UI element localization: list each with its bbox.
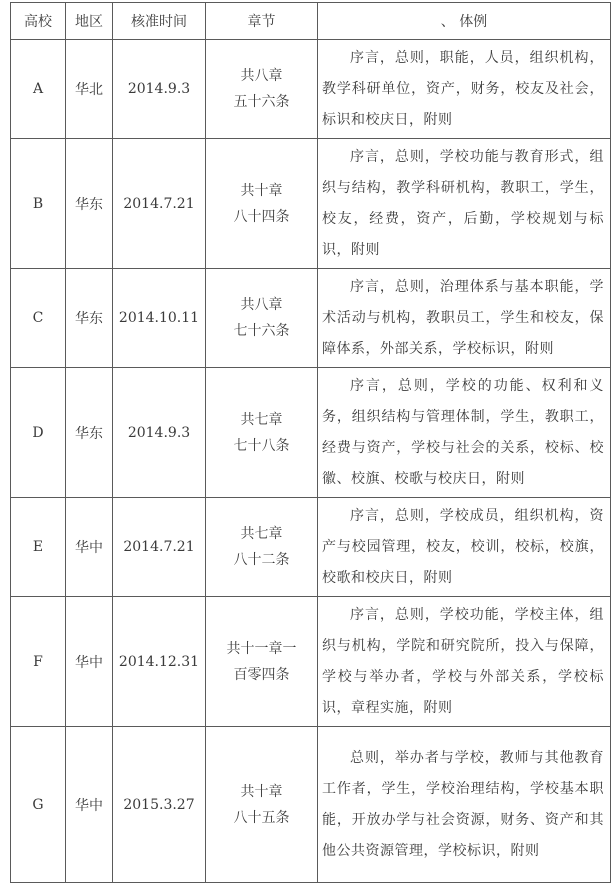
- cell-school: A: [11, 40, 66, 139]
- header-school: 高校: [11, 3, 66, 40]
- cell-chapters: [206, 727, 318, 883]
- cell-school: G: [11, 727, 66, 883]
- cell-structure: 总则，举办者与学校，教师与其他教育工作者，学生，学校治理结构，学校基本职能，开放办学与社会资源，财务、资产和其他公共资源管理，学校标识，附则: [318, 727, 611, 883]
- table-row: [11, 368, 611, 498]
- chapters-line1: 共十一章一: [226, 640, 297, 657]
- cell-structure: 序言，总则，治理体系与基本职能，学术活动与机构，教职员工，学生和校友，保障体系，外部关系，学校标识，附则: [318, 269, 611, 368]
- cell-region: 华北: [66, 40, 113, 139]
- header-structure: 、 体例: [318, 3, 611, 40]
- header-chapters: 章节: [206, 3, 318, 40]
- cell-chapters: [206, 269, 318, 368]
- table-row: [11, 498, 611, 597]
- chapters-line2: 八十四条: [233, 208, 290, 225]
- cell-chapters: [206, 597, 318, 727]
- chapters-line1: 共七章: [240, 526, 283, 542]
- header-date: 核准时间: [113, 3, 206, 40]
- chapters-line2: 七十八条: [233, 437, 290, 454]
- cell-date: 2014.7.21: [113, 139, 206, 269]
- cell-structure: 序言，总则，职能，人员，组织机构，教学科研单位，资产，财务，校友及社会，标识和校庆日，附则: [318, 40, 611, 139]
- header-row: [11, 3, 611, 40]
- chapters-line2: 七十六条: [233, 323, 290, 339]
- table-row: [11, 269, 611, 368]
- cell-region: 华东: [66, 269, 113, 368]
- chapters-line1: 共十章: [240, 182, 283, 199]
- cell-chapters: [206, 139, 318, 269]
- cell-chapters: [206, 498, 318, 597]
- chapters-line1: 共十章: [240, 783, 283, 800]
- university-charter-table: [10, 2, 611, 883]
- cell-date: 2014.9.3: [113, 40, 206, 139]
- cell-structure: 序言，总则，学校的功能、权利和义务，组织结构与管理体制，学生，教职工，经费与资产，学校与社会的关系，校标、校徽、校旗、校歌与校庆日，附则: [318, 368, 611, 498]
- chapters-line2: 百零四条: [233, 666, 290, 683]
- cell-chapters: [206, 368, 318, 498]
- cell-region: 华中: [66, 597, 113, 727]
- cell-structure: 序言，总则，学校成员，组织机构，资产与校园管理，校友，校训，校标，校旗，校歌和校庆日，附则: [318, 498, 611, 597]
- cell-date: 2014.7.21: [113, 498, 206, 597]
- chapters-line1: 共八章: [240, 297, 283, 313]
- cell-structure: 序言，总则，学校功能，学校主体，组织与机构，学院和研究院所，投入与保障，学校与举办者，学校与外部关系，学校标识，章程实施，附则: [318, 597, 611, 727]
- chapters-line2: 八十五条: [233, 809, 290, 826]
- table-row: [11, 597, 611, 727]
- cell-region: 华中: [66, 498, 113, 597]
- cell-date: 2014.10.11: [113, 269, 206, 368]
- header-region: 地区: [66, 3, 113, 40]
- cell-region: 华东: [66, 139, 113, 269]
- table-row: [11, 727, 611, 883]
- chapters-line1: 共八章: [240, 68, 283, 84]
- cell-structure: 序言，总则，学校功能与教育形式，组织与结构，教学科研机构，教职工，学生，校友，经费，资产，后勤，学校规划与标识，附则: [318, 139, 611, 269]
- chapters-line2: 五十六条: [233, 94, 290, 110]
- cell-school: C: [11, 269, 66, 368]
- cell-date: 2015.3.27: [113, 727, 206, 883]
- cell-chapters: [206, 40, 318, 139]
- cell-school: D: [11, 368, 66, 498]
- chapters-line1: 共七章: [240, 411, 283, 428]
- cell-date: 2014.12.31: [113, 597, 206, 727]
- cell-school: F: [11, 597, 66, 727]
- table-row: [11, 40, 611, 139]
- cell-date: 2014.9.3: [113, 368, 206, 498]
- cell-school: E: [11, 498, 66, 597]
- table-row: [11, 139, 611, 269]
- cell-region: 华中: [66, 727, 113, 883]
- chapters-line2: 八十二条: [233, 552, 290, 568]
- cell-region: 华东: [66, 368, 113, 498]
- cell-school: B: [11, 139, 66, 269]
